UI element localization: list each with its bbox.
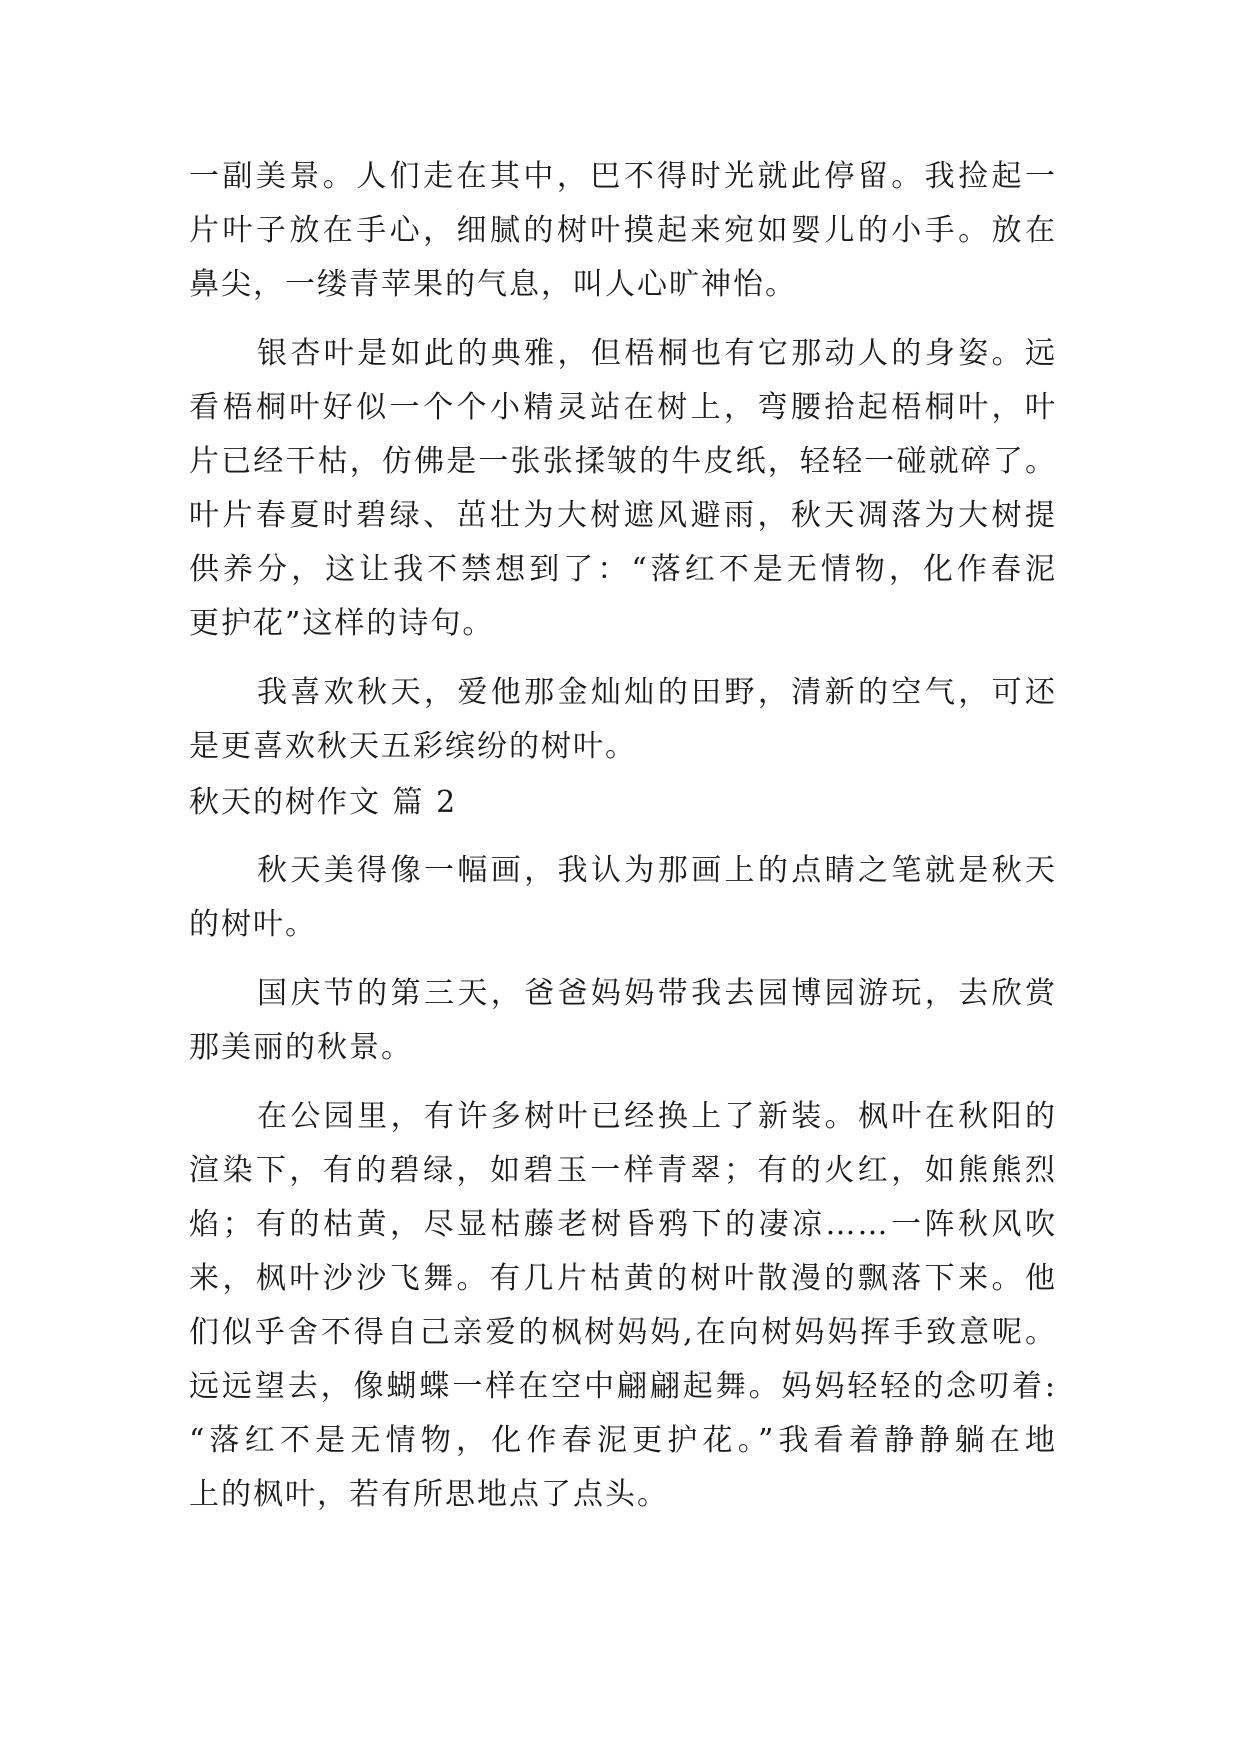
text-line: “落红不是无情物，化作春泥更护花。”我看着静静躺在地 xyxy=(189,1423,1057,1458)
text-line: 一副美景。人们走在其中，巴不得时光就此停留。我捡起一 xyxy=(189,159,1057,194)
text-line: 远远望去，像蝴蝶一样在空中翩翩起舞。妈妈轻轻的念叨着: xyxy=(189,1369,1057,1404)
paragraph xyxy=(189,844,1057,952)
paragraph xyxy=(189,967,1057,1075)
text-line: 片叶子放在手心，细腻的树叶摸起来宛如婴儿的小手。放在 xyxy=(189,213,1057,248)
section-heading: 秋天的树作文 篇 2 xyxy=(189,785,458,820)
text-line: 上的枫叶，若有所思地点了点头。 xyxy=(189,1477,669,1512)
text-line: 国庆节的第三天，爸爸妈妈带我去园博园游玩，去欣赏 xyxy=(257,976,1057,1011)
text-line: 叶片春夏时碧绿、茁壮为大树遮风避雨，秋天凋落为大树提 xyxy=(189,498,1057,533)
text-line: 银杏叶是如此的典雅，但梧桐也有它那动人的身姿。远 xyxy=(257,336,1057,371)
text-line: 供养分，这让我不禁想到了：“落红不是无情物，化作春泥 xyxy=(189,552,1057,587)
text-line: 焰；有的枯黄，尽显枯藤老树昏鸦下的凄凉……一阵秋风吹 xyxy=(189,1207,1057,1242)
paragraph xyxy=(189,327,1057,651)
paragraph xyxy=(189,1090,1057,1522)
document-body xyxy=(189,150,1057,1522)
text-line: 看梧桐叶好似一个个小精灵站在树上，弯腰拾起梧桐叶，叶 xyxy=(189,390,1057,425)
text-line: 在公园里，有许多树叶已经换上了新装。枫叶在秋阳的 xyxy=(257,1099,1057,1134)
text-line: 鼻尖，一缕青苹果的气息，叫人心旷神怡。 xyxy=(189,267,797,302)
text-line: 们似乎舍不得自己亲爱的枫树妈妈,在向树妈妈挥手致意呢。 xyxy=(189,1315,1057,1350)
text-line: 更护花”这样的诗句。 xyxy=(189,606,495,641)
paragraph xyxy=(189,150,1057,312)
text-line: 渲染下，有的碧绿，如碧玉一样青翠；有的火红，如熊熊烈 xyxy=(189,1153,1057,1188)
text-line: 那美丽的秋景。 xyxy=(189,1030,413,1065)
text-line: 来，枫叶沙沙飞舞。有几片枯黄的树叶散漫的飘落下来。他 xyxy=(189,1261,1057,1296)
paragraph xyxy=(189,666,1057,774)
text-line: 片已经干枯，仿佛是一张张揉皱的牛皮纸，轻轻一碰就碎了。 xyxy=(189,444,1057,479)
text-line: 我喜欢秋天，爱他那金灿灿的田野，清新的空气，可还 xyxy=(257,675,1057,710)
text-line: 是更喜欢秋天五彩缤纷的树叶。 xyxy=(189,729,637,764)
text-line: 秋天美得像一幅画，我认为那画上的点睛之笔就是秋天 xyxy=(257,853,1057,888)
text-line: 的树叶。 xyxy=(189,907,317,942)
